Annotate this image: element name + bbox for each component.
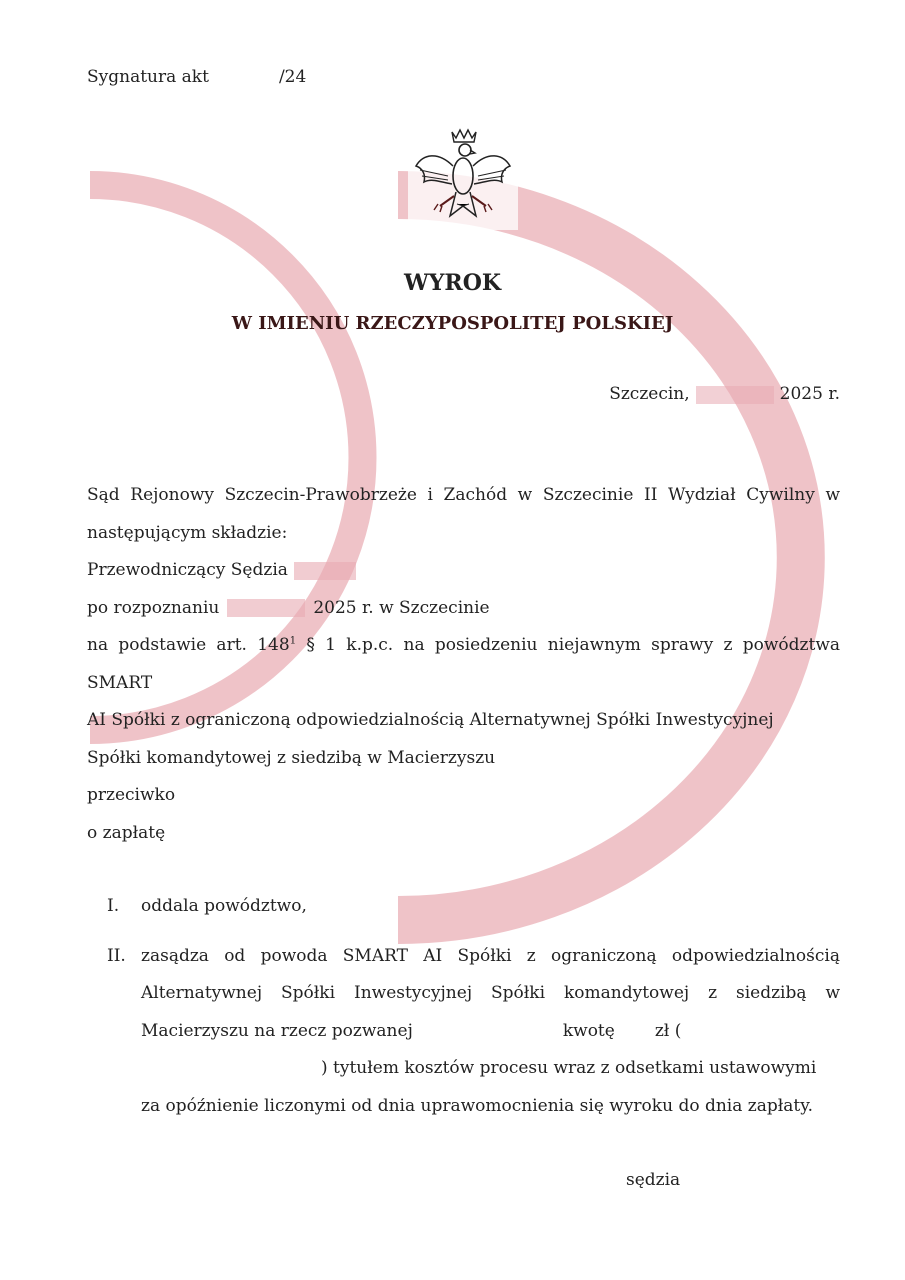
redacted-judge-name [294,562,356,580]
ruling-number: I. [107,896,120,916]
ruling-line-3-c: zł ( [654,1020,682,1041]
ruling-number: II. [107,945,126,966]
ruling-text: oddala powództwo, [141,896,307,916]
polish-eagle-icon [408,126,518,230]
presiding-judge-line [87,552,840,590]
ruling-line-3-b: kwotę [562,1020,615,1041]
ruling-line-4-a: ) [321,1058,328,1078]
signer-label: sędzia [626,1170,681,1190]
ruling-line-5: za opóźnienie liczonymi od dnia uprawomocnienia się wyroku do dnia zapłaty. [141,1095,813,1116]
redacted-defendant [413,1022,563,1040]
court-line-2: następującym składzie: [87,522,288,543]
plaintiff-line-3: Spółki komandytowej z siedzibą w Macierzyszu [87,747,496,768]
ruling-line-4-b: tytułem kosztów procesu wraz z odsetkami ustawowymi [327,1058,817,1078]
judgment-subtitle: W IMIENIU RZECZYPOSPOLITEJ POLSKIEJ [231,313,674,334]
legal-basis-line [87,627,840,702]
ruling-line-4 [141,1050,840,1088]
date-year: 2025 r. [779,384,840,404]
signature-label: Sygnatura akt [87,67,209,87]
ruling-line-1: zasądza od powoda SMART AI Spółki z ograniczoną odpowiedzialnością [141,945,840,966]
hearing-prefix: po rozpoznaniu [87,597,220,618]
against-line: przeciwko [87,785,176,805]
redacted-amount-words [141,1060,321,1078]
hearing-line [87,590,840,628]
ruling-line-3-a: Macierzyszu na rzecz pozwanej [141,1020,413,1041]
basis-superscript: 1 [289,635,297,647]
court-line-1: Sąd Rejonowy Szczecin-Prawobrzeże i Zachód w Szczecinie II Wydział Cywilny w [87,485,840,505]
place-city: Szczecin, [609,384,690,404]
redacted-hearing-date [227,599,305,617]
basis-suffix: § 1 k.p.c. na posiedzeniu niejawnym sprawy z powództwa SMART [87,635,840,693]
signature-suffix: /24 [278,67,307,87]
ruling-item [87,938,840,1126]
place-date [609,384,840,404]
hearing-suffix: 2025 r. w Szczecinie [313,597,490,618]
plaintiff-line-2: AI Spółki z ograniczoną odpowiedzialnością Alternatywnej Spółki Inwestycyjnej [87,710,774,730]
rulings-list [87,888,840,1125]
case-signature [87,67,306,87]
judgment-body [87,477,840,852]
ruling-item [87,888,840,926]
subject-line: o zapłatę [87,822,166,843]
redacted-amount [615,1022,655,1040]
redacted-date [696,386,774,404]
presiding-label: Przewodniczący Sędzia [87,560,288,580]
judgment-title: WYROK [404,270,501,296]
ruling-line-2: Alternatywnej Spółki Inwestycyjnej Spółki komandytowej z siedzibą w [141,983,840,1003]
basis-prefix: na podstawie art. 148 [87,635,290,655]
ruling-line-3 [141,1013,840,1051]
